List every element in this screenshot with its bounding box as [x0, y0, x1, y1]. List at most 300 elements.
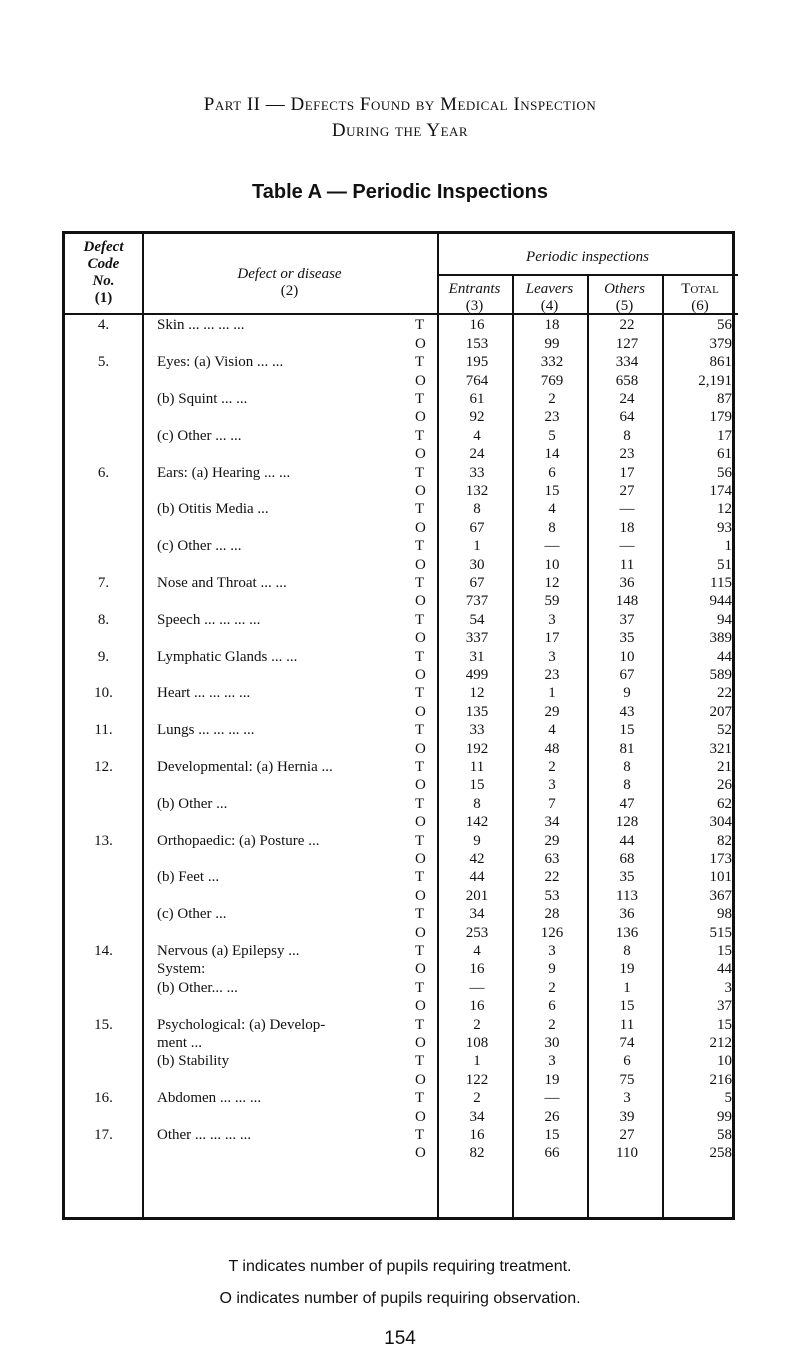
others-cell: — [619, 538, 635, 555]
total-cell: 944 [709, 593, 732, 610]
disease-cell: Speech ... ... ... ... [157, 611, 261, 628]
table-row [65, 759, 738, 776]
entrants-cell: 737 [465, 593, 489, 610]
entrants-cell: 192 [465, 740, 489, 757]
others-cell: 8 [623, 942, 631, 959]
table-row [65, 833, 738, 850]
others-cell: 74 [619, 1034, 635, 1051]
leavers-cell: 5 [548, 427, 556, 444]
type-cell: T [415, 869, 425, 886]
others-cell: 6 [623, 1053, 631, 1070]
type-cell: T [415, 390, 425, 407]
table-row [65, 483, 738, 500]
others-cell: 67 [619, 666, 635, 683]
others-cell: 27 [619, 1126, 635, 1143]
leavers-cell: 99 [544, 335, 560, 352]
table-row [65, 575, 738, 592]
type-cell: O [415, 1034, 426, 1051]
leavers-cell: 15 [544, 482, 560, 499]
table-row [65, 1072, 738, 1089]
total-cell: 62 [717, 795, 732, 812]
leavers-cell: 23 [544, 666, 560, 683]
others-cell: 128 [615, 814, 639, 831]
total-cell: 87 [717, 390, 732, 407]
code-cell: 13. [94, 832, 113, 849]
total-cell: 58 [717, 1126, 732, 1143]
leavers-cell: 66 [544, 1145, 560, 1162]
others-cell: 47 [619, 795, 635, 812]
table-row [65, 998, 738, 1015]
disease-cell: (b) Other... ... [157, 979, 238, 996]
table-row [65, 317, 738, 334]
entrants-cell: 31 [469, 648, 485, 665]
code-cell: 9. [97, 648, 110, 665]
disease-cell: Lungs ... ... ... ... [157, 722, 255, 739]
disease-cell: Other ... ... ... ... [157, 1126, 252, 1143]
others-cell: 136 [615, 924, 639, 941]
table-row [65, 980, 738, 997]
others-cell: 22 [619, 317, 635, 334]
entrants-cell: 122 [465, 1071, 489, 1088]
page-number: 154 [384, 1328, 416, 1349]
part-heading: Part II — Defects Found by Medical Inspection [203, 94, 597, 116]
type-cell: T [415, 685, 425, 702]
type-cell: O [415, 887, 426, 904]
table-row [65, 1090, 738, 1107]
code-cell: 14. [94, 942, 113, 959]
total-cell: 212 [709, 1034, 732, 1051]
total-cell: 26 [717, 777, 732, 794]
entrants-cell: 16 [469, 961, 485, 978]
entrants-cell: 9 [473, 832, 481, 849]
others-cell: 75 [619, 1071, 635, 1088]
entrants-cell: 8 [473, 795, 481, 812]
disease-cell: Eyes: (a) Vision ... ... [157, 354, 284, 371]
entrants-cell: 4 [473, 427, 481, 444]
table-title: Table A — Periodic Inspections [252, 180, 548, 203]
type-cell: T [415, 648, 425, 665]
leavers-cell: 6 [548, 998, 556, 1015]
disease-cell: Nose and Throat ... ... [157, 574, 287, 591]
leavers-cell: 2 [548, 1016, 556, 1033]
type-cell: T [415, 611, 425, 628]
leavers-cell: 10 [544, 556, 560, 573]
others-cell: 68 [619, 850, 635, 867]
code-cell: 15. [94, 1016, 113, 1033]
type-cell: O [415, 703, 426, 720]
type-cell: T [415, 464, 425, 481]
leavers-cell: 17 [544, 630, 560, 647]
type-cell: O [415, 409, 426, 426]
others-cell: 1 [623, 979, 631, 996]
others-cell: 43 [619, 703, 635, 720]
table-row [65, 888, 738, 905]
leavers-cell: 4 [548, 722, 556, 739]
entrants-cell: 135 [465, 703, 489, 720]
disease-cell: (c) Other ... ... [157, 427, 242, 444]
entrants-cell: 195 [465, 354, 489, 371]
code-cell: 10. [94, 685, 113, 702]
entrants-cell: 42 [469, 850, 485, 867]
entrants-cell: 253 [465, 924, 489, 941]
table-row [65, 501, 738, 518]
others-cell: 334 [615, 354, 639, 371]
entrants-cell: 4 [473, 942, 481, 959]
header-divider [437, 274, 738, 276]
entrants-cell: 24 [469, 446, 485, 463]
table-row [65, 704, 738, 721]
total-cell: 515 [709, 924, 732, 941]
leavers-cell: 12 [544, 574, 560, 591]
leavers-cell: 3 [548, 942, 556, 959]
header-code: Defect Code No. (1) [83, 238, 124, 306]
total-cell: 589 [709, 666, 732, 683]
table-row [65, 925, 738, 942]
leavers-cell: 6 [548, 464, 556, 481]
entrants-cell: 54 [469, 611, 485, 628]
type-cell: O [415, 482, 426, 499]
leavers-cell: — [544, 538, 560, 555]
code-cell: 17. [94, 1126, 113, 1143]
type-cell: T [415, 427, 425, 444]
total-cell: 3 [724, 979, 732, 996]
others-cell: 35 [619, 869, 635, 886]
others-cell: 64 [619, 409, 635, 426]
total-cell: 321 [709, 740, 732, 757]
entrants-cell: 337 [465, 630, 489, 647]
others-cell: 8 [623, 777, 631, 794]
total-cell: 367 [709, 887, 732, 904]
entrants-cell: 11 [469, 758, 485, 775]
table-row [65, 943, 738, 960]
total-cell: 304 [709, 814, 732, 831]
others-cell: 8 [623, 427, 631, 444]
table-row [65, 1017, 738, 1034]
leavers-cell: 14 [544, 446, 560, 463]
others-cell: 23 [619, 446, 635, 463]
footnote-observation: O indicates number of pupils requiring observation. [219, 1289, 581, 1307]
entrants-cell: 1 [473, 1053, 481, 1070]
leavers-cell: 53 [544, 887, 560, 904]
others-cell: 27 [619, 482, 635, 499]
others-cell: 36 [619, 574, 635, 591]
others-cell: 127 [615, 335, 639, 352]
total-cell: 99 [717, 1108, 732, 1125]
table-row [65, 373, 738, 390]
total-cell: 21 [717, 758, 732, 775]
code-cell: 16. [94, 1090, 113, 1107]
total-cell: 17 [717, 427, 732, 444]
others-cell: 110 [616, 1145, 638, 1162]
type-cell: T [415, 942, 425, 959]
entrants-cell: 2 [473, 1016, 481, 1033]
others-cell: 36 [619, 906, 635, 923]
total-cell: 44 [717, 961, 732, 978]
total-cell: 44 [717, 648, 732, 665]
disease-cell: Developmental: (a) Hernia ... [157, 758, 333, 775]
others-cell: 9 [623, 685, 631, 702]
table-row [65, 538, 738, 555]
code-cell: 11. [94, 722, 113, 739]
table-row [65, 649, 738, 666]
others-cell: 10 [619, 648, 635, 665]
total-cell: 1 [724, 538, 732, 555]
entrants-cell: — [469, 979, 485, 996]
type-cell: T [415, 538, 425, 555]
leavers-cell: 332 [540, 354, 564, 371]
table-row [65, 741, 738, 758]
disease-cell: Heart ... ... ... ... [157, 685, 251, 702]
type-cell: T [415, 354, 425, 371]
disease-cell: (b) Stability [157, 1053, 230, 1070]
others-cell: 658 [615, 372, 639, 389]
disease-cell: (b) Feet ... [157, 869, 220, 886]
total-cell: 216 [709, 1071, 732, 1088]
leavers-cell: 63 [544, 850, 560, 867]
others-cell: 11 [619, 1016, 635, 1033]
total-cell: 389 [709, 630, 732, 647]
others-cell: 37 [619, 611, 635, 628]
leavers-cell: 22 [544, 869, 560, 886]
table-row [65, 851, 738, 868]
type-cell: T [415, 1090, 425, 1107]
type-cell: T [415, 832, 425, 849]
others-cell: 15 [619, 722, 635, 739]
entrants-cell: 8 [473, 501, 481, 518]
total-cell: 5 [724, 1090, 732, 1107]
disease-cell: (b) Squint ... ... [157, 390, 248, 407]
total-cell: 2,191 [698, 372, 732, 389]
total-cell: 52 [717, 722, 732, 739]
leavers-cell: 3 [548, 648, 556, 665]
table-row [65, 391, 738, 408]
total-cell: 173 [709, 850, 732, 867]
entrants-cell: 16 [469, 1126, 485, 1143]
table-row [65, 667, 738, 684]
type-cell: O [415, 1108, 426, 1125]
leavers-cell: 4 [548, 501, 556, 518]
leavers-cell: 2 [548, 390, 556, 407]
leavers-cell: — [544, 1090, 560, 1107]
table-row [65, 409, 738, 426]
leavers-cell: 18 [544, 317, 560, 334]
leavers-cell: 3 [548, 1053, 556, 1070]
inspections-table [62, 231, 735, 1220]
total-cell: 22 [717, 685, 732, 702]
type-cell: T [415, 906, 425, 923]
table-row [65, 814, 738, 831]
others-cell: 3 [623, 1090, 631, 1107]
type-cell: T [415, 501, 425, 518]
entrants-cell: 15 [469, 777, 485, 794]
code-cell: 4. [97, 317, 110, 334]
entrants-cell: 2 [473, 1090, 481, 1107]
others-cell: — [619, 501, 635, 518]
total-cell: 15 [717, 942, 732, 959]
type-cell: T [415, 722, 425, 739]
code-cell: 6. [97, 464, 110, 481]
type-cell: T [415, 1053, 425, 1070]
entrants-cell: 142 [465, 814, 489, 831]
entrants-cell: 30 [469, 556, 485, 573]
table-row [65, 961, 738, 978]
total-cell: 98 [717, 906, 732, 923]
code-cell: 8. [97, 611, 110, 628]
entrants-cell: 61 [469, 390, 485, 407]
others-cell: 148 [615, 593, 639, 610]
entrants-cell: 153 [465, 335, 489, 352]
table-row [65, 520, 738, 537]
entrants-cell: 44 [469, 869, 485, 886]
disease-cell: System: [157, 961, 206, 978]
leavers-cell: 48 [544, 740, 560, 757]
entrants-cell: 1 [473, 538, 481, 555]
entrants-cell: 132 [465, 482, 489, 499]
leavers-cell: 28 [544, 906, 560, 923]
type-cell: O [415, 777, 426, 794]
leavers-cell: 29 [544, 703, 560, 720]
entrants-cell: 33 [469, 722, 485, 739]
total-cell: 10 [717, 1053, 732, 1070]
others-cell: 17 [619, 464, 635, 481]
leavers-cell: 769 [540, 372, 564, 389]
header-periodic: Periodic inspections [526, 248, 649, 265]
disease-cell: Abdomen ... ... ... [157, 1090, 262, 1107]
leavers-cell: 8 [548, 519, 556, 536]
others-cell: 8 [623, 758, 631, 775]
entrants-cell: 67 [469, 574, 485, 591]
others-cell: 11 [619, 556, 635, 573]
table-row [65, 446, 738, 463]
leavers-cell: 2 [548, 979, 556, 996]
type-cell: T [415, 795, 425, 812]
disease-cell: Nervous (a) Epilepsy ... [157, 942, 300, 959]
disease-cell: (b) Other ... [157, 795, 228, 812]
table-row [65, 336, 738, 353]
disease-cell: (b) Otitis Media ... [157, 501, 269, 518]
table-row [65, 1053, 738, 1070]
entrants-cell: 33 [469, 464, 485, 481]
leavers-cell: 126 [540, 924, 564, 941]
header-leavers: Leavers (4) [525, 280, 574, 314]
table-row [65, 869, 738, 886]
leavers-cell: 59 [544, 593, 560, 610]
total-cell: 379 [709, 335, 732, 352]
disease-cell: Lymphatic Glands ... ... [157, 648, 298, 665]
header-disease: Defect or disease (2) [237, 266, 342, 300]
type-cell: O [415, 850, 426, 867]
type-cell: O [415, 814, 426, 831]
type-cell: T [415, 1126, 425, 1143]
type-cell: T [415, 574, 425, 591]
total-cell: 82 [717, 832, 732, 849]
total-cell: 179 [709, 409, 732, 426]
table-row [65, 593, 738, 610]
leavers-cell: 1 [548, 685, 556, 702]
others-cell: 44 [619, 832, 635, 849]
total-cell: 101 [709, 869, 732, 886]
table-row [65, 612, 738, 629]
entrants-cell: 108 [465, 1034, 489, 1051]
type-cell: O [415, 740, 426, 757]
leavers-cell: 7 [548, 795, 556, 812]
total-cell: 12 [717, 501, 732, 518]
disease-cell: Psychological: (a) Develop- [157, 1016, 326, 1033]
type-cell: O [415, 593, 426, 610]
leavers-cell: 2 [548, 758, 556, 775]
table-row [65, 557, 738, 574]
type-cell: O [415, 666, 426, 683]
entrants-cell: 34 [469, 906, 485, 923]
others-cell: 24 [619, 390, 635, 407]
others-cell: 35 [619, 630, 635, 647]
leavers-cell: 3 [548, 611, 556, 628]
leavers-cell: 30 [544, 1034, 560, 1051]
leavers-cell: 26 [544, 1108, 560, 1125]
total-cell: 93 [717, 519, 732, 536]
table-row [65, 906, 738, 923]
total-cell: 15 [717, 1016, 732, 1033]
table-row [65, 354, 738, 371]
type-cell: O [415, 335, 426, 352]
disease-cell: ment ... [157, 1034, 202, 1051]
others-cell: 81 [619, 740, 635, 757]
table-row [65, 1035, 738, 1052]
disease-cell: Ears: (a) Hearing ... ... [157, 464, 291, 481]
leavers-cell: 19 [544, 1071, 560, 1088]
type-cell: O [415, 961, 426, 978]
table-row [65, 685, 738, 702]
table-row [65, 465, 738, 482]
disease-cell: (c) Other ... [157, 906, 227, 923]
table-row [65, 722, 738, 739]
total-cell: 61 [717, 446, 732, 463]
table-row [65, 630, 738, 647]
others-cell: 18 [619, 519, 635, 536]
leavers-cell: 3 [548, 777, 556, 794]
entrants-cell: 67 [469, 519, 485, 536]
table-row [65, 796, 738, 813]
total-cell: 94 [717, 611, 732, 628]
type-cell: T [415, 317, 425, 334]
total-cell: 174 [709, 482, 732, 499]
header-others: Others (5) [604, 280, 645, 314]
entrants-cell: 92 [469, 409, 485, 426]
leavers-cell: 29 [544, 832, 560, 849]
type-cell: T [415, 979, 425, 996]
disease-cell: Orthopaedic: (a) Posture ... [157, 832, 320, 849]
leavers-cell: 15 [544, 1126, 560, 1143]
total-cell: 56 [717, 464, 732, 481]
entrants-cell: 764 [465, 372, 489, 389]
code-cell: 7. [97, 574, 110, 591]
total-cell: 861 [709, 354, 732, 371]
total-cell: 37 [717, 998, 732, 1015]
table-row [65, 777, 738, 794]
entrants-cell: 16 [469, 317, 485, 334]
type-cell: O [415, 372, 426, 389]
disease-cell: (c) Other ... ... [157, 538, 242, 555]
others-cell: 19 [619, 961, 635, 978]
type-cell: O [415, 630, 426, 647]
type-cell: O [415, 1145, 426, 1162]
total-cell: 56 [717, 317, 732, 334]
part-subheading: During the Year [331, 120, 469, 141]
disease-cell: Skin ... ... ... ... [157, 317, 245, 334]
total-cell: 51 [717, 556, 732, 573]
entrants-cell: 82 [469, 1145, 485, 1162]
entrants-cell: 499 [465, 666, 489, 683]
